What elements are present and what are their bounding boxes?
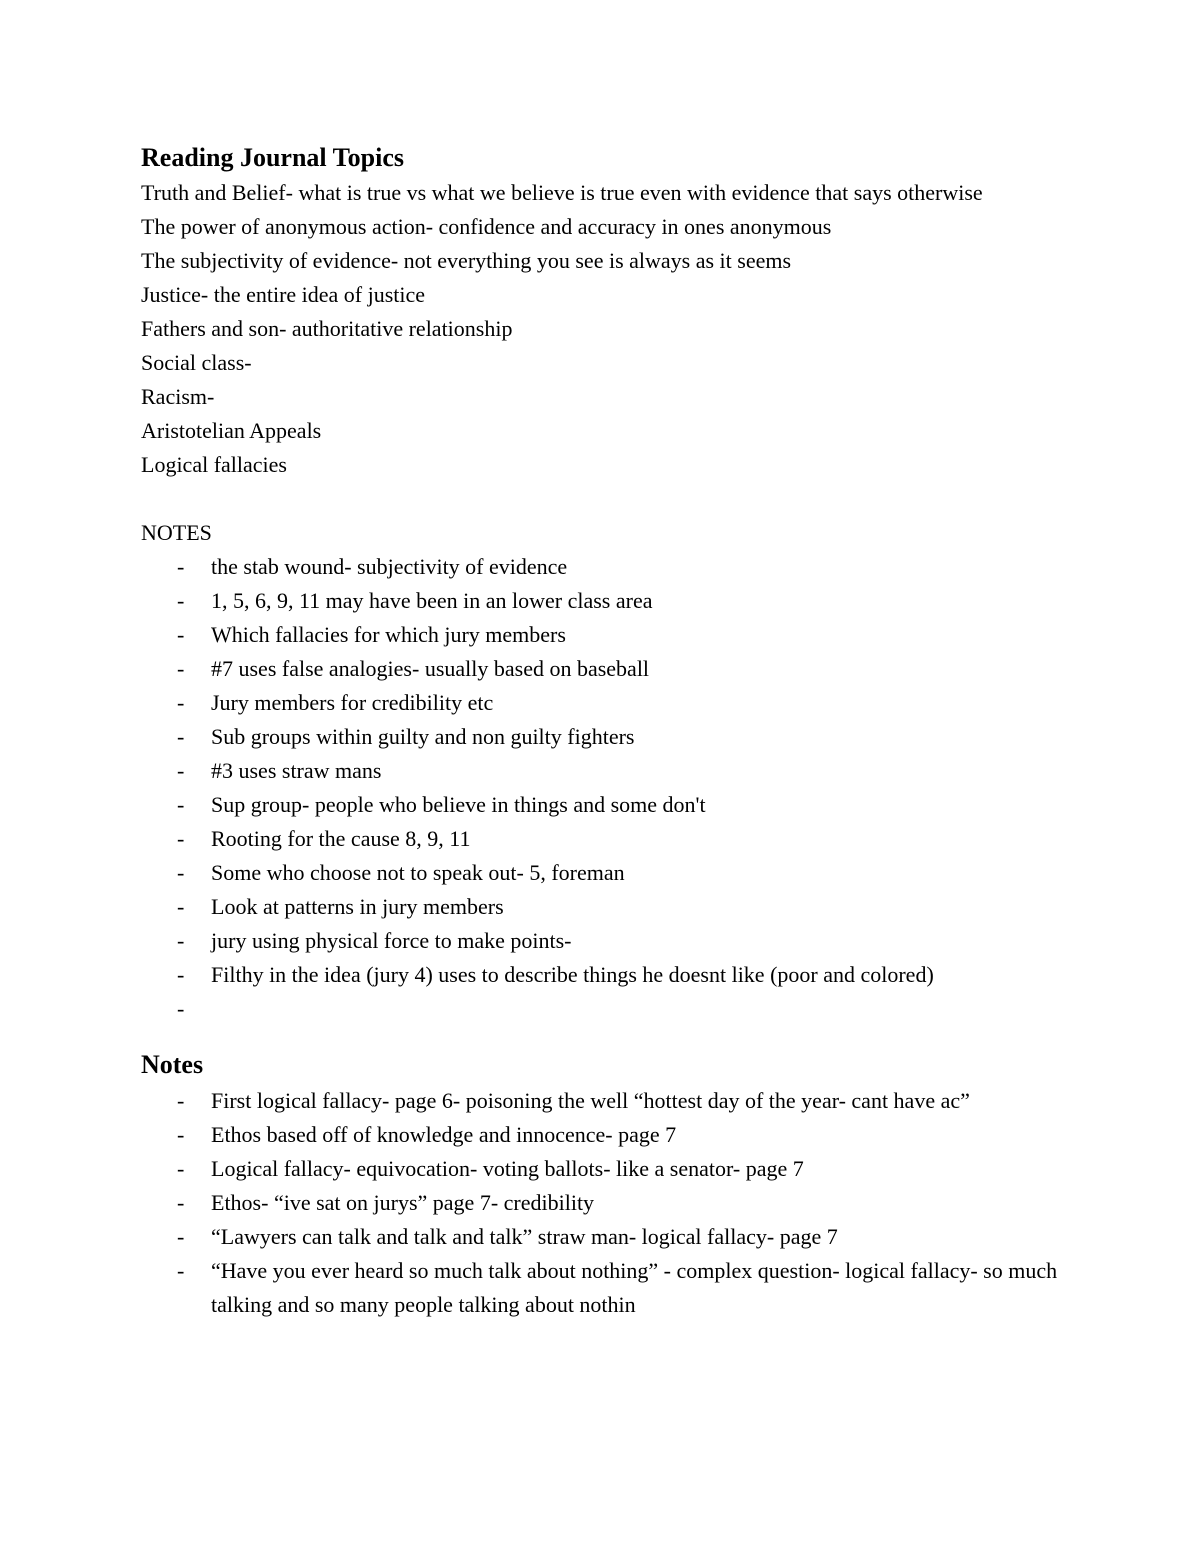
- dash-bullet: -: [177, 1122, 185, 1147]
- topic-item: Truth and Belief- what is true vs what we believe is true even with evidence that says otherwise: [141, 180, 983, 205]
- list-item-text: First logical fallacy- page 6- poisoning the well “hottest day of the year- cant have ac”: [211, 1088, 970, 1113]
- dash-bullet: -: [177, 656, 185, 681]
- list-item: [141, 1084, 1061, 1118]
- list-item-text: Some who choose not to speak out- 5, foreman: [211, 860, 625, 885]
- list-item: [141, 1186, 1061, 1220]
- topic-item: Aristotelian Appeals: [141, 418, 322, 443]
- list-item: [141, 1152, 1061, 1186]
- topic-item: Fathers and son- authoritative relationship: [141, 316, 513, 341]
- list-item-text: Which fallacies for which jury members: [211, 622, 566, 647]
- dash-bullet: -: [177, 1258, 185, 1283]
- list-item: [141, 822, 1061, 856]
- list-item: [141, 788, 1061, 822]
- notes-label: NOTES: [141, 520, 212, 545]
- list-item: [141, 754, 1061, 788]
- page-title: Reading Journal Topics: [141, 143, 404, 172]
- list-item-text: Filthy in the idea (jury 4) uses to describe things he doesnt like (poor and colored): [211, 962, 934, 987]
- list-item-text: the stab wound- subjectivity of evidence: [211, 554, 568, 579]
- list-item-text: “Lawyers can talk and talk and talk” straw man- logical fallacy- page 7: [211, 1224, 838, 1249]
- dash-bullet: -: [177, 554, 185, 579]
- dash-bullet: -: [177, 588, 185, 613]
- list-item: [141, 550, 1061, 584]
- list-item-text: Sub groups within guilty and non guilty fighters: [211, 724, 635, 749]
- list-item: [141, 924, 1061, 958]
- list-item: [141, 686, 1061, 720]
- list-item: [141, 652, 1061, 686]
- dash-bullet: -: [177, 996, 185, 1021]
- list-item: [141, 958, 1061, 992]
- list-item-text: #3 uses straw mans: [211, 758, 382, 783]
- dash-bullet: -: [177, 962, 185, 987]
- list-item: [141, 856, 1061, 890]
- topic-item: Justice- the entire idea of justice: [141, 282, 426, 307]
- dash-bullet: -: [177, 1224, 185, 1249]
- document-page: [141, 140, 1061, 1322]
- topic-item: The power of anonymous action- confidence and accuracy in ones anonymous: [141, 214, 832, 239]
- list-item-text: Look at patterns in jury members: [211, 894, 504, 919]
- list-item-text: Sup group- people who believe in things and some don't: [211, 792, 706, 817]
- list-item: [141, 584, 1061, 618]
- dash-bullet: -: [177, 928, 185, 953]
- list-item: [141, 1220, 1061, 1254]
- dash-bullet: -: [177, 1156, 185, 1181]
- topic-item: The subjectivity of evidence- not everything you see is always as it seems: [141, 248, 792, 273]
- list-item-text: “Have you ever heard so much talk about nothing” - complex question- logical fallacy- so much talking and so many people talking about nothin: [211, 1258, 1058, 1317]
- list-item: [141, 618, 1061, 652]
- topics-list: [141, 176, 1061, 482]
- blank-line: [141, 1026, 1061, 1046]
- list-item-text: jury using physical force to make points-: [211, 928, 572, 953]
- notes-list-2: [141, 1084, 1061, 1322]
- dash-bullet: -: [177, 724, 185, 749]
- list-item: [141, 1254, 1061, 1322]
- list-item: [141, 720, 1061, 754]
- dash-bullet: -: [177, 758, 185, 783]
- dash-bullet: -: [177, 792, 185, 817]
- list-item: [141, 1118, 1061, 1152]
- dash-bullet: -: [177, 622, 185, 647]
- list-item-text: 1, 5, 6, 9, 11 may have been in an lower class area: [211, 588, 653, 613]
- notes-list: [141, 550, 1061, 1026]
- topic-item: Logical fallacies: [141, 452, 287, 477]
- list-item: [141, 890, 1061, 924]
- dash-bullet: -: [177, 1088, 185, 1113]
- notes-heading: Notes: [141, 1050, 204, 1079]
- list-item-text: Rooting for the cause 8, 9, 11: [211, 826, 471, 851]
- list-item-text: #7 uses false analogies- usually based on baseball: [211, 656, 650, 681]
- list-item-text: Logical fallacy- equivocation- voting ballots- like a senator- page 7: [211, 1156, 804, 1181]
- topic-item: Racism-: [141, 384, 215, 409]
- list-item: [141, 992, 1061, 1026]
- dash-bullet: -: [177, 894, 185, 919]
- list-item-text: Ethos- “ive sat on jurys” page 7- credibility: [211, 1190, 595, 1215]
- dash-bullet: -: [177, 826, 185, 851]
- topic-item: Social class-: [141, 350, 252, 375]
- blank-line: [141, 482, 1061, 516]
- dash-bullet: -: [177, 690, 185, 715]
- list-item-text: Jury members for credibility etc: [211, 690, 494, 715]
- dash-bullet: -: [177, 1190, 185, 1215]
- dash-bullet: -: [177, 860, 185, 885]
- list-item-text: Ethos based off of knowledge and innocence- page 7: [211, 1122, 677, 1147]
